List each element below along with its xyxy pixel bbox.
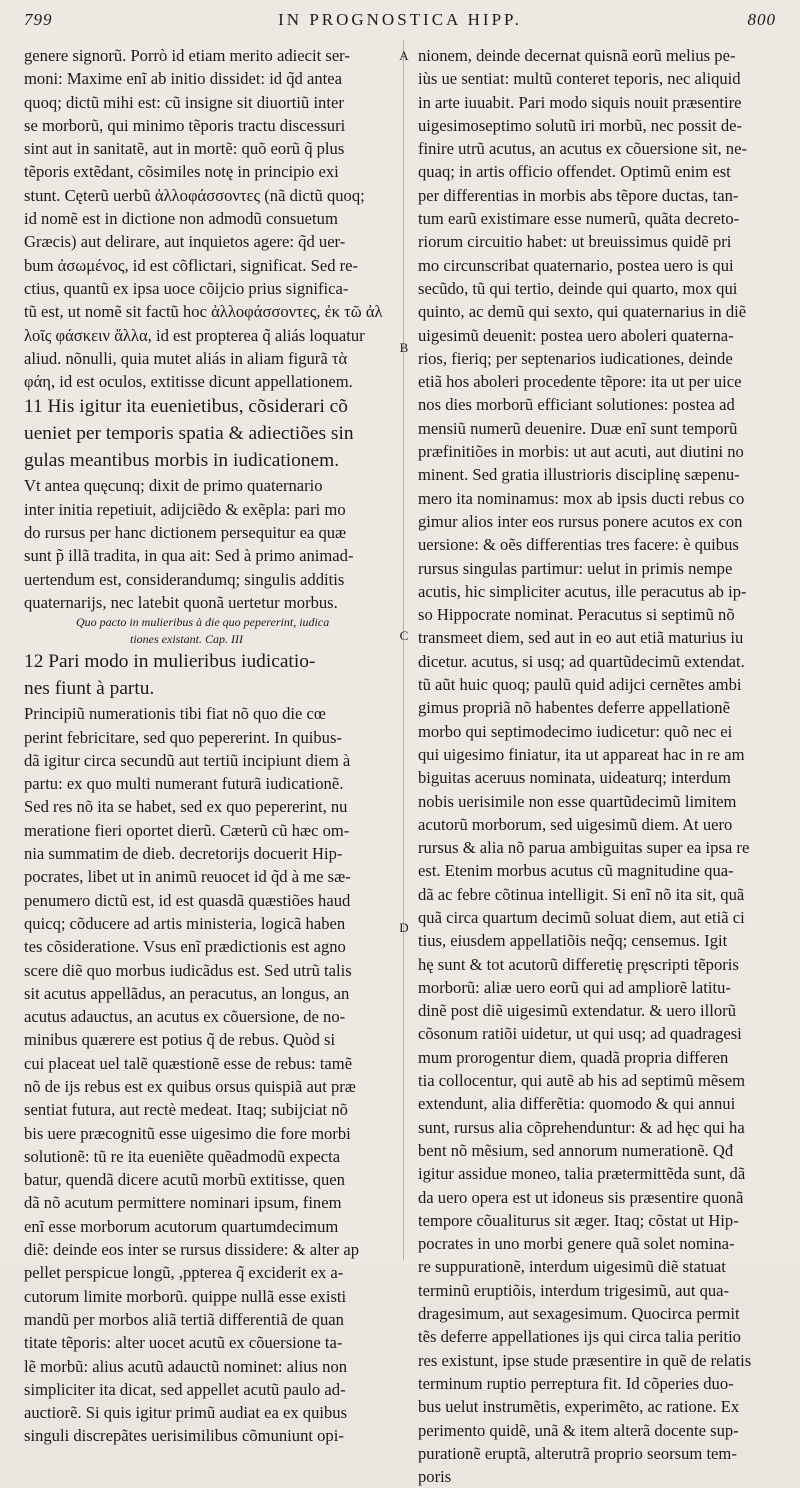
text-line: igitur assidue moneo, talia prætermittẽda sunt, dã (418, 1164, 746, 1184)
text-line: nõ de ijs rebus est ex quibus orsus quispiã aut præ (24, 1076, 356, 1096)
text-line: Græcis) aut delirare, aut inquietos agere: q̃d uer- (24, 232, 346, 252)
text-line: quoq; dictũ mihi est: cũ insigne sit diuortiũ inter (24, 92, 344, 112)
text-line: Sed res nõ ita se habet, sed ex quo pepererint, nu (24, 797, 348, 817)
text-line: quã circa quartum decimũ soluat diem, aut etiã ci (418, 907, 745, 927)
text-line: moni: Maxime enĩ ab initio dissidet: id q̃d antea (24, 69, 342, 89)
text-line: ueniet per temporis spatia & adiectiões sin (24, 423, 354, 445)
text-line: id nomẽ est in dictione non admodũ consuetum (24, 209, 338, 229)
text-line: finire utrũ acutus, an acutus ex cõuersione sit, ne- (418, 139, 747, 159)
text-line: tia collocentur, qui autẽ ab his ad septimũ mẽsem (418, 1071, 745, 1091)
text-line: penumero dictũ est, id est quasdã quæstiões haud (24, 890, 351, 910)
text-line: perint febricitare, sed quo pepererint. In quibus- (24, 727, 342, 747)
text-line: mensiũ numerũ deuenire. Duæ enĩ sunt temporũ (418, 418, 738, 438)
text-line: biguitas aceruus nominata, uideaturq; interdum (418, 768, 731, 788)
text-line: uersione: & oẽs differentias tres facere: è quibus (418, 535, 739, 555)
text-line: dã nõ acutum permittere nominari ipsum, finem (24, 1193, 342, 1213)
text-line: φάη, id est oculos, extitisse dicunt appellationem. (24, 372, 353, 392)
text-line: acutis, hic simpliciter acutus, ille peracutus ab ip- (418, 581, 747, 601)
page-number-left: 799 (24, 10, 53, 29)
text-line: est. Etenim morbus acutus cũ magnitudine qua- (418, 861, 734, 881)
text-line: Vt antea quęcunq; dixit de primo quaternario (24, 476, 323, 496)
text-line: dinẽ post diẽ uigesimũ extendatur. & uero illorũ (418, 1001, 736, 1021)
column-divider (403, 40, 404, 1260)
margin-letter-a: A (399, 48, 409, 63)
text-line: cui placeat uel talẽ quæstionẽ esse de rebus: tamẽ (24, 1053, 353, 1073)
text-line: da uero opera est ut idoneus sis præsentire quonã (418, 1187, 744, 1207)
right-text-column (418, 44, 778, 1487)
text-line: pellet perspicue longũ, ,ppterea q̃ exciderit ex a- (24, 1263, 344, 1283)
text-line: qui uigesimo finiatur, ita ut appareat hac in re am (418, 744, 745, 764)
text-line: 11 His igitur ita euenietibus, cõsiderari cõ (24, 396, 348, 418)
text-line: lẽ morbũ: alius acutũ adauctũ nominet: alius non (24, 1356, 348, 1376)
text-line: hę sunt & tot acutorũ differetię pręscripti tẽporis (418, 954, 739, 974)
text-line: quaq; in artis officio offendet. Optimũ enim est (418, 162, 731, 182)
text-line: tũ aũt huic quoq; paulũ quid adijci cernẽtes ambi (418, 675, 742, 695)
text-line: uertendum est, considerandumq; singulis additis (24, 569, 345, 589)
text-line: secũdo, tũ qui tertio, deinde qui quarto, mox qui (418, 278, 738, 298)
text-line: aliud. nõnulli, quia mutet aliás in aliam figurã τὰ (24, 348, 348, 368)
text-line: partu: ex quo multi numerant futurã iudicationẽ. (24, 774, 344, 794)
text-line: genere signorũ. Porrò id etiam merito adiecit ser- (24, 46, 350, 65)
text-line: iùs ue sentiat: multũ conteret teporis, nec aliquid (418, 69, 741, 89)
text-line: dã ac febre cõtinua intelligit. Si enĩ nõ ita sit, quã (418, 884, 745, 904)
text-line: sunt p̃ illã tradita, in qua ait: Sed à primo animad- (24, 546, 354, 566)
text-line: batur, quendã dicere acutũ morbũ extitisse, quen (24, 1170, 345, 1190)
text-line: diẽ: deinde eos inter se rursus dissidere: & alter ap (24, 1240, 360, 1260)
page-number-right: 800 (747, 10, 776, 29)
text-line: dã igitur circa secundũ aut tertiũ incipiunt diem à (24, 750, 351, 770)
text-line: dragesimum, aut sexagesimum. Quocirca permit (418, 1304, 740, 1324)
text-line: tempore cõualiturus sit æger. Itaq; cõstat ut Hip- (418, 1210, 739, 1230)
text-line: se morborũ, qui minimo tẽporis tractu discessuri (24, 115, 346, 135)
text-line: tes cõsideratione. Vsus enĩ prædictionis est agno (24, 937, 346, 957)
text-line: minent. Sed gratia illustrioris disciplinę sæpenu- (418, 465, 740, 485)
text-line: perimento quidẽ, unã & item alterã docente sup- (418, 1420, 739, 1440)
text-line: mandũ per morbos aliã tertiã differentiã de quan (24, 1309, 344, 1329)
text-line: λοῖς φάσκειν ἄλλα, id est propterea q̃ aliás loquatur (24, 325, 365, 345)
margin-letter-c: C (399, 628, 409, 643)
text-line: bent nõ mẽsium, sed annorum numerationẽ. Qđ (418, 1140, 734, 1160)
text-line: Quo pacto in mulieribus à die quo pepererint, iudica (76, 615, 330, 630)
text-line: ctius, quantũ ex ipsa uoce cõijcio prius significa- (24, 278, 349, 298)
text-line: tũ est, ut nomẽ sit factũ hoc ἀλλοφάσσοντες, ἐκ τῶ ἀλ (24, 302, 383, 322)
text-line: extendunt, alia differẽtia: quomodo & qui annui (418, 1094, 736, 1114)
text-line: riorum circuitio habet: ut breuissimus quidẽ pri (418, 232, 732, 252)
text-line: do rursus per hanc dictionem persequitur ea quæ (24, 523, 347, 543)
text-line: dicetur. acutus, si usq; ad quartũdecimũ extendat. (418, 651, 745, 671)
text-line: pocrates, libet ut in animũ reuocet id q̃d à me sæ- (24, 867, 351, 887)
text-line: bis uere præcognitũ esse uigesimo die fore morbi (24, 1123, 351, 1143)
text-line: rursus & alia nõ parua ambiguitas super ea ipsa re (418, 838, 750, 858)
text-line: mum prorogentur diem, quadã propria differen (418, 1047, 729, 1067)
text-line: gimus propriã nõ habentes deferre appellationẽ (418, 698, 730, 718)
left-text-column (24, 44, 390, 1446)
text-line: nionem, deinde decernat quisnã eorũ melius pe- (418, 46, 736, 65)
text-line: transmeet diem, sed aut in eo aut etiã maturius iu (418, 628, 744, 648)
text-line: singuli discrepãtes uerisimilibus cõmuniunt opi- (24, 1426, 344, 1446)
text-line: 12 Pari modo in mulieribus iudicatio- (24, 651, 316, 673)
text-line: bus uelut instrumẽtis, experimẽto, ac ratione. Ex (418, 1397, 740, 1417)
text-line: etiã hos aboleri procedente tẽpore: ita ut per uice (418, 372, 742, 392)
text-line: sit acutus appellãdus, an peracutus, an longus, an (24, 983, 350, 1003)
text-line: res existunt, ipse stude præsentire in quẽ de relatis (418, 1350, 752, 1370)
text-line: morbo qui septimodecimo iudicetur: quõ nec ei (418, 721, 733, 741)
text-line: nia summatim de dieb. decretorijs docuerit Hip- (24, 844, 343, 864)
text-line: terminũ eruptiõis, interdum trigesimũ, aut qua- (418, 1280, 730, 1300)
text-line: in arte iuuabit. Pari modo siquis nouit præsentire (418, 92, 742, 112)
text-line: inter initia repetiuit, adijciẽdo & exẽpla: pari mo (24, 499, 346, 519)
text-line: tius, eiusdem appellatiõis neq̃q; censemus. Igit (418, 931, 728, 951)
text-line: quicq; cõducere ad artis ministeria, logicã haben (24, 913, 346, 933)
text-line: sunt, rursus alia cõprehenduntur: & ad hęc qui ha (418, 1117, 745, 1137)
text-line: titate tẽporis: alter uocet acutũ ex cõuersione ta- (24, 1333, 343, 1353)
text-line: auctiorẽ. Si quis igitur primũ audiat ea ex quibus (24, 1403, 348, 1423)
text-line: purationẽ eruptã, alterutrã proprio seorsum tem- (418, 1443, 737, 1463)
text-line: morborũ: aliæ uero eorũ qui ad ampliorẽ latitu- (418, 977, 731, 997)
text-line: cutorum limite morborũ. quippe nullã esse existi (24, 1286, 347, 1306)
text-line: acutus adauctus, an acutus ex cõuersione, de no- (24, 1007, 346, 1027)
text-line: sentiat futura, aut rectè medeat. Itaq; subijciat nõ (24, 1100, 348, 1120)
text-line: re suppurationẽ, interdum uigesimũ diẽ statuat (418, 1257, 726, 1277)
text-line: nobis uerisimile non esse quartũdecimũ limitem (418, 791, 737, 811)
text-line: minibus quærere est potius q̃ de rebus. Quòd si (24, 1030, 336, 1050)
text-line: quaternarijs, nec latebit quonã uertetur morbus. (24, 592, 338, 612)
text-line: uigesimoseptimo solutũ iri morbũ, nec possit de- (418, 115, 743, 135)
text-line: terminum ruptio perreptura fit. Id cõperies duo- (418, 1373, 734, 1393)
text-line: tum earũ existimare esse numerũ, quãta decreto- (418, 209, 740, 229)
text-line: tẽporis extẽdant, cõsimiles notę in principio exi (24, 162, 339, 182)
running-header (0, 4, 800, 34)
text-line: Principiũ numerationis tibi fiat nõ quo die cœ (24, 704, 326, 724)
text-line: gimur alios inter eos rursus ponere acutos ex con (418, 511, 743, 531)
text-line: quinto, ac demũ qui sexto, qui quaternarius in diẽ (418, 302, 747, 322)
running-title: IN PROGNOSTICA HIPP. (278, 10, 522, 29)
text-line: solutionẽ: tũ re ita eueniẽte quẽadmodũ expecta (24, 1146, 341, 1166)
text-line: tẽs deferre appellationes ijs qui circa talia peritio (418, 1327, 741, 1347)
text-line: sint aut in sanitatẽ, aut in mortẽ: quõ eorũ q̃ plus (24, 139, 345, 159)
text-line: nos dies morborũ efficiant solutiones: postea ad (418, 395, 735, 415)
text-line: enĩ esse morborum acutorum quartumdecimum (24, 1216, 339, 1236)
text-line: mo circunscribat quaternario, postea uero is qui (418, 255, 734, 275)
text-line: so Hippocrate nominat. Peracutus si septimũ nõ (418, 605, 735, 625)
text-line: uigesimũ deuenit: postea uero aboleri quaterna- (418, 325, 734, 345)
text-line: tiones existant. Cap. III (130, 632, 243, 647)
text-line: bum ἀσωμένος, id est cõflictari, significat. Sed re- (24, 255, 359, 275)
text-line: cõsonum ratiõi uidetur, ut qui usq; ad quadragesi (418, 1024, 742, 1044)
text-line: rios, fieriq; per septenarios iudicationes, deinde (418, 348, 733, 368)
text-line: poris (418, 1467, 452, 1487)
text-line: acutorũ morborum, sed uigesimũ diem. At uero (418, 814, 733, 834)
margin-letter-b: B (399, 340, 409, 355)
text-line: per differentias in morbis abs tẽpore ductas, tan- (418, 185, 739, 205)
text-line: rursus singulas partimur: uelut in primis nempe (418, 558, 733, 578)
text-line: simpliciter ita dicat, sed appellet acutũ paulo ad- (24, 1379, 346, 1399)
text-line: scere diẽ quo morbus iudicãdus est. Sed utrũ talis (24, 960, 352, 980)
text-line: meratione fieri oportet dierũ. Cæterũ cũ hæc om- (24, 820, 350, 840)
text-line: mero ita nominamus: mox ab ipsis ducti rebus co (418, 488, 745, 508)
text-line: gulas meantibus morbis in iudicationem. (24, 450, 340, 472)
text-line: pocrates in uno morbi genere quã solet nomina- (418, 1234, 735, 1254)
text-line: stunt. Cęterũ uerbũ ἀλλοφάσσοντες (nã dictũ quoq; (24, 185, 365, 205)
margin-letter-d: D (399, 920, 409, 935)
text-line: nes fiunt à partu. (24, 678, 155, 700)
text-line: præfinitiões in morbis: ut aut acuti, aut diutini no (418, 442, 744, 462)
